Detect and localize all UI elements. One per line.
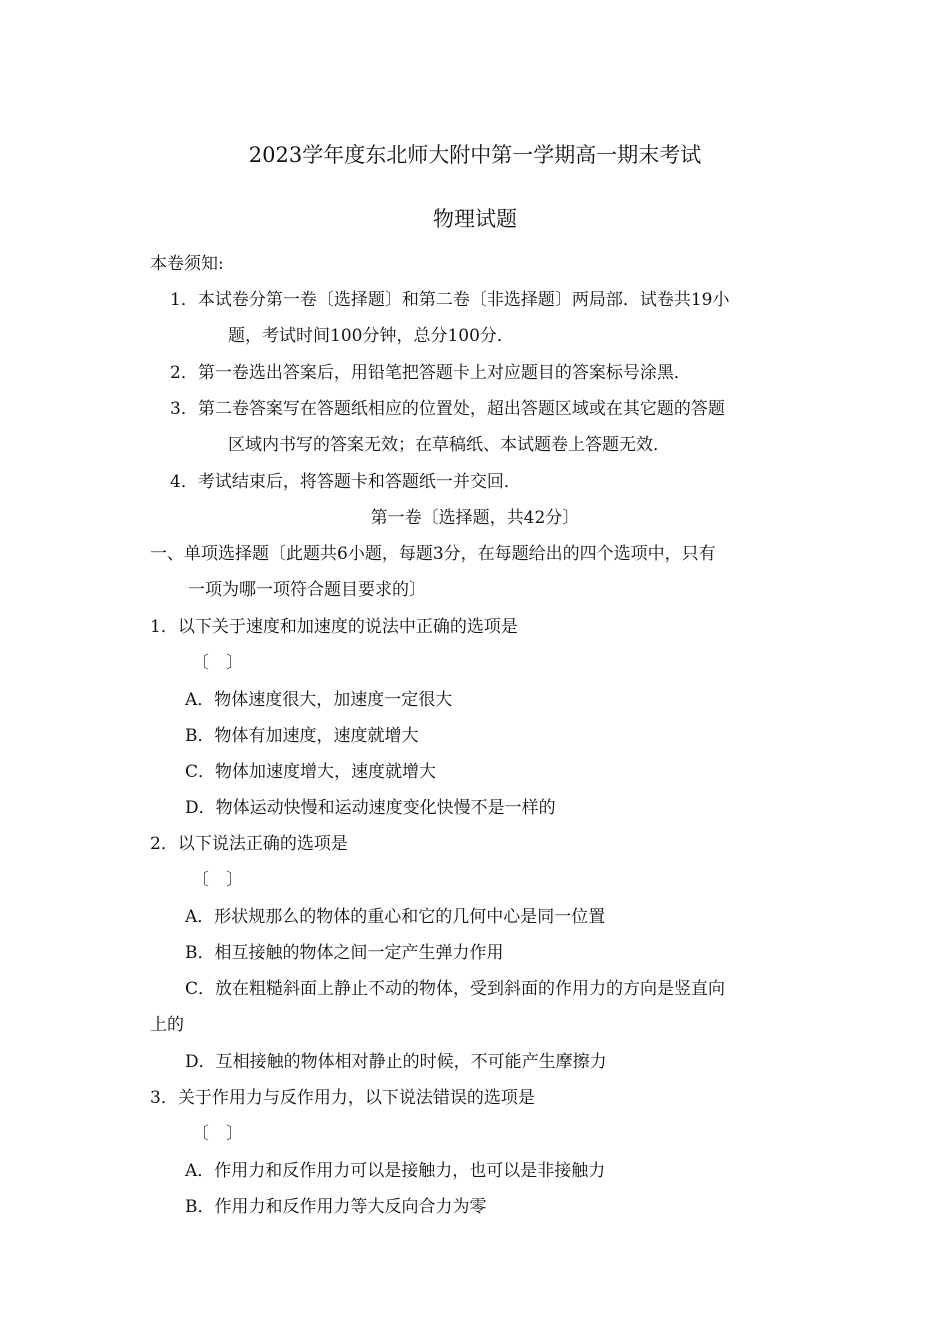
instruction-item: 2．第一卷选出答案后，用铅笔把答题卡上对应题目的答案标号涂黑． — [170, 363, 691, 383]
option-d: D．物体运动快慢和运动速度变化快慢不是一样的 — [185, 798, 556, 818]
option-a: A．形状规那么的物体的重心和它的几何中心是同一位置 — [185, 907, 606, 927]
question-stem: 3．关于作用力与反作用力，以下说法错误的选项是 — [150, 1088, 535, 1108]
part-heading: 一、单项选择题〔此题共6小题，每题3分，在每题给出的四个选项中，只有 — [150, 544, 716, 564]
option-c: C．放在粗糙斜面上静止不动的物体，受到斜面的作用力的方向是竖直向 — [185, 979, 726, 999]
instructions-heading: 本卷须知: — [150, 254, 224, 274]
section-title: 第一卷〔选择题，共42分〕 — [370, 508, 580, 528]
answer-bracket: 〔 〕 — [192, 1124, 243, 1144]
instruction-item-continued: 区域内书写的答案无效；在草稿纸、本试题卷上答题无效． — [228, 435, 670, 455]
option-b: B．作用力和反作用力等大反向合力为零 — [185, 1197, 487, 1217]
answer-bracket: 〔 〕 — [192, 870, 243, 890]
answer-bracket: 〔 〕 — [192, 653, 243, 673]
option-c: C．物体加速度增大，速度就增大 — [185, 762, 437, 782]
option-d: D．互相接触的物体相对静止的时候，不可能产生摩擦力 — [185, 1052, 607, 1072]
part-heading-continued: 一项为哪一项符合题目要求的〕 — [188, 580, 426, 600]
option-b: B．相互接触的物体之间一定产生弹力作用 — [185, 943, 504, 963]
option-b: B．物体有加速度，速度就增大 — [185, 726, 419, 746]
subject-title: 物理试题 — [433, 207, 517, 231]
question-stem: 1．以下关于速度和加速度的说法中正确的选项是 — [150, 617, 518, 637]
instruction-item-continued: 题，考试时间100分钟，总分100分． — [228, 326, 514, 346]
option-a: A．物体速度很大，加速度一定很大 — [185, 690, 453, 710]
instruction-item: 1．本试卷分第一卷〔选择题〕和第二卷〔非选择题〕两局部．试卷共19小 — [170, 290, 730, 310]
exam-title: 2023学年度东北师大附中第一学期高一期末考试 — [248, 143, 702, 167]
question-stem: 2．以下说法正确的选项是 — [150, 834, 348, 854]
option-a: A．作用力和反作用力可以是接触力，也可以是非接触力 — [185, 1161, 606, 1181]
instruction-item: 3．第二卷答案写在答题纸相应的位置处，超出答题区域或在其它题的答题 — [170, 399, 725, 419]
option-c-continued: 上的 — [150, 1015, 184, 1035]
instruction-item: 4．考试结束后，将答题卡和答题纸一并交回． — [170, 472, 521, 492]
